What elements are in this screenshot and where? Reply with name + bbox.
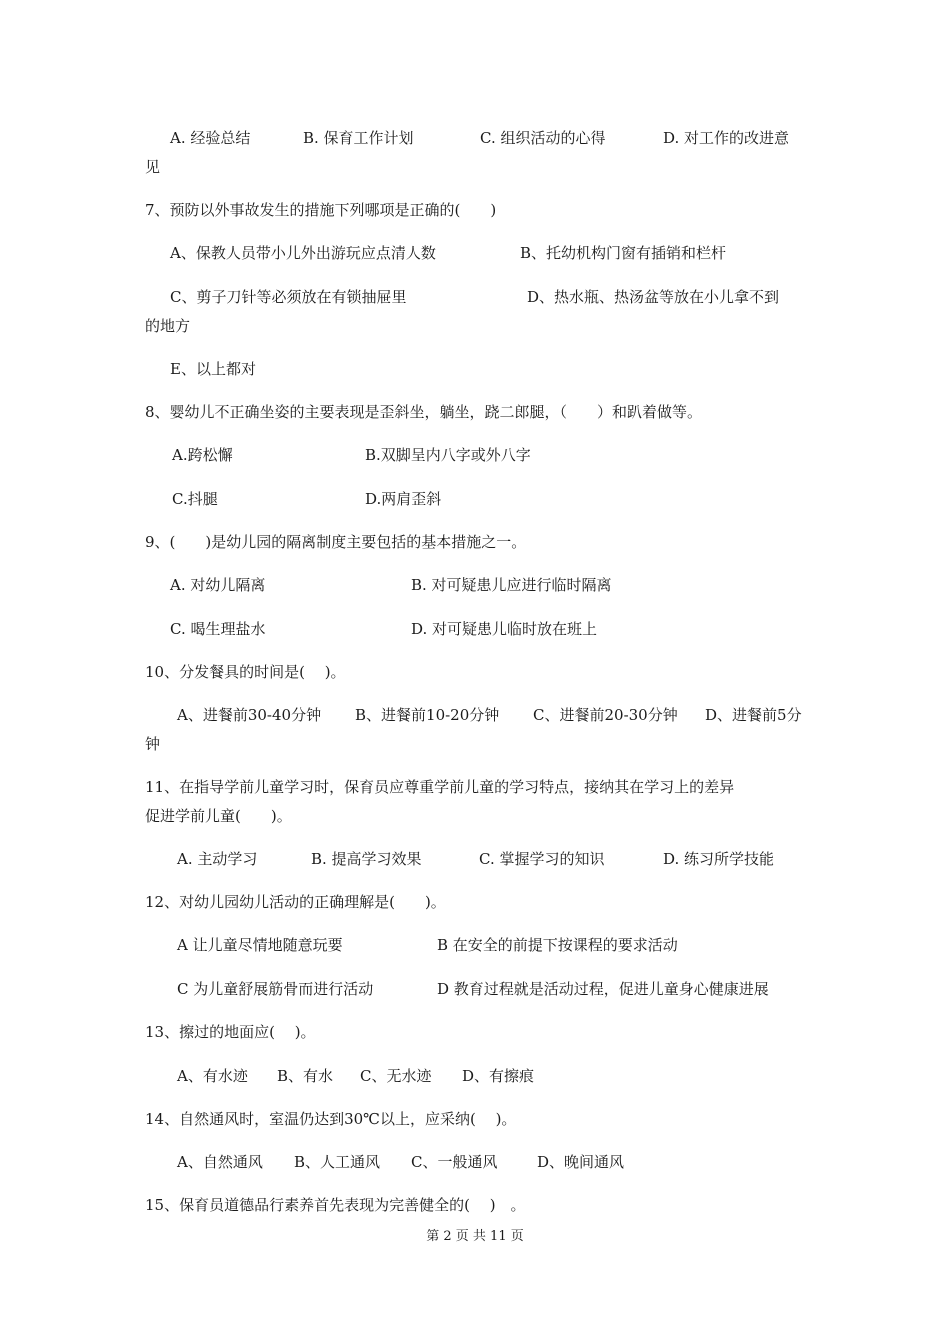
q6-option-c: C. 组织活动的心得: [480, 129, 606, 147]
q13-option-a: A、有水迹: [177, 1067, 248, 1085]
q14-option-c: C、一般通风: [411, 1153, 498, 1171]
q11-option-a: A. 主动学习: [177, 850, 258, 868]
q6-option-d-wrap: 见: [145, 158, 161, 176]
q15-stem: 15、保育员道德品行素养首先表现为完善健全的( ) 。: [145, 1196, 526, 1214]
q13-option-c: C、无水迹: [360, 1067, 432, 1085]
q13-option-d: D、有擦痕: [462, 1067, 535, 1085]
q9-option-a: A. 对幼儿隔离: [170, 576, 266, 594]
q9-option-b: B. 对可疑患儿应进行临时隔离: [411, 576, 612, 594]
q9-stem: 9、( )是幼儿园的隔离制度主要包括的基本措施之一。: [145, 533, 527, 551]
page-number-footer: 第 2 页 共 11 页: [426, 1229, 524, 1244]
q12-option-c: C 为儿童舒展筋骨而进行活动: [177, 980, 374, 998]
q11-option-d: D. 练习所学技能: [663, 850, 775, 868]
q8-stem: 8、婴幼儿不正确坐姿的主要表现是歪斜坐，躺坐，跷二郎腿，（ ）和趴着做等。: [145, 403, 703, 421]
q14-option-a: A、自然通风: [177, 1153, 263, 1171]
q8-option-b: B.双脚呈内八字或外八字: [365, 446, 531, 464]
q7-option-c: C、剪子刀针等必须放在有锁抽屉里: [170, 288, 407, 306]
q12-stem: 12、对幼儿园幼儿活动的正确理解是( )。: [145, 893, 446, 911]
q6-option-a: A. 经验总结: [170, 129, 251, 147]
q7-option-b: B、托幼机构门窗有插销和栏杆: [520, 244, 727, 262]
q12-option-d: D 教育过程就是活动过程，促进儿童身心健康进展: [437, 980, 769, 998]
q11-stem-line2: 促进学前儿童( )。: [145, 807, 292, 825]
q14-option-b: B、人工通风: [294, 1153, 381, 1171]
q7-option-e: E、以上都对: [170, 360, 256, 378]
q9-option-d: D. 对可疑患儿临时放在班上: [411, 620, 598, 638]
q10-option-d: D、进餐前5分: [705, 706, 802, 724]
q14-stem: 14、自然通风时，室温仍达到30℃以上，应采纳( )。: [145, 1110, 517, 1128]
q11-stem-line1: 11、在指导学前儿童学习时，保育员应尊重学前儿童的学习特点，接纳其在学习上的差异: [145, 778, 735, 796]
q10-option-c: C、进餐前20-30分钟: [533, 706, 678, 724]
q11-option-b: B. 提高学习效果: [311, 850, 422, 868]
q10-option-a: A、进餐前30-40分钟: [177, 706, 322, 724]
q7-option-d-wrap: 的地方: [145, 317, 191, 335]
q13-stem: 13、擦过的地面应( )。: [145, 1023, 316, 1041]
q8-option-a: A.跨松懈: [172, 446, 233, 464]
q6-option-b: B. 保育工作计划: [303, 129, 414, 147]
q7-option-d: D、热水瓶、热汤盆等放在小儿拿不到: [527, 288, 780, 306]
q10-option-d-wrap: 钟: [145, 735, 161, 753]
q11-option-c: C. 掌握学习的知识: [479, 850, 605, 868]
q9-option-c: C. 喝生理盐水: [170, 620, 266, 638]
q8-option-d: D.两肩歪斜: [365, 490, 442, 508]
q14-option-d: D、晚间通风: [537, 1153, 625, 1171]
q12-option-b: B 在安全的前提下按课程的要求活动: [437, 936, 678, 954]
q13-option-b: B、有水: [277, 1067, 334, 1085]
q10-option-b: B、进餐前10-20分钟: [355, 706, 500, 724]
q6-option-d: D. 对工作的改进意: [663, 129, 790, 147]
q12-option-a: A 让儿童尽情地随意玩要: [177, 936, 343, 954]
q8-option-c: C.抖腿: [172, 490, 218, 508]
q7-option-a: A、保教人员带小儿外出游玩应点清人数: [170, 244, 436, 262]
q10-stem: 10、分发餐具的时间是( )。: [145, 663, 346, 681]
q7-stem: 7、预防以外事故发生的措施下列哪项是正确的( ): [145, 201, 497, 219]
